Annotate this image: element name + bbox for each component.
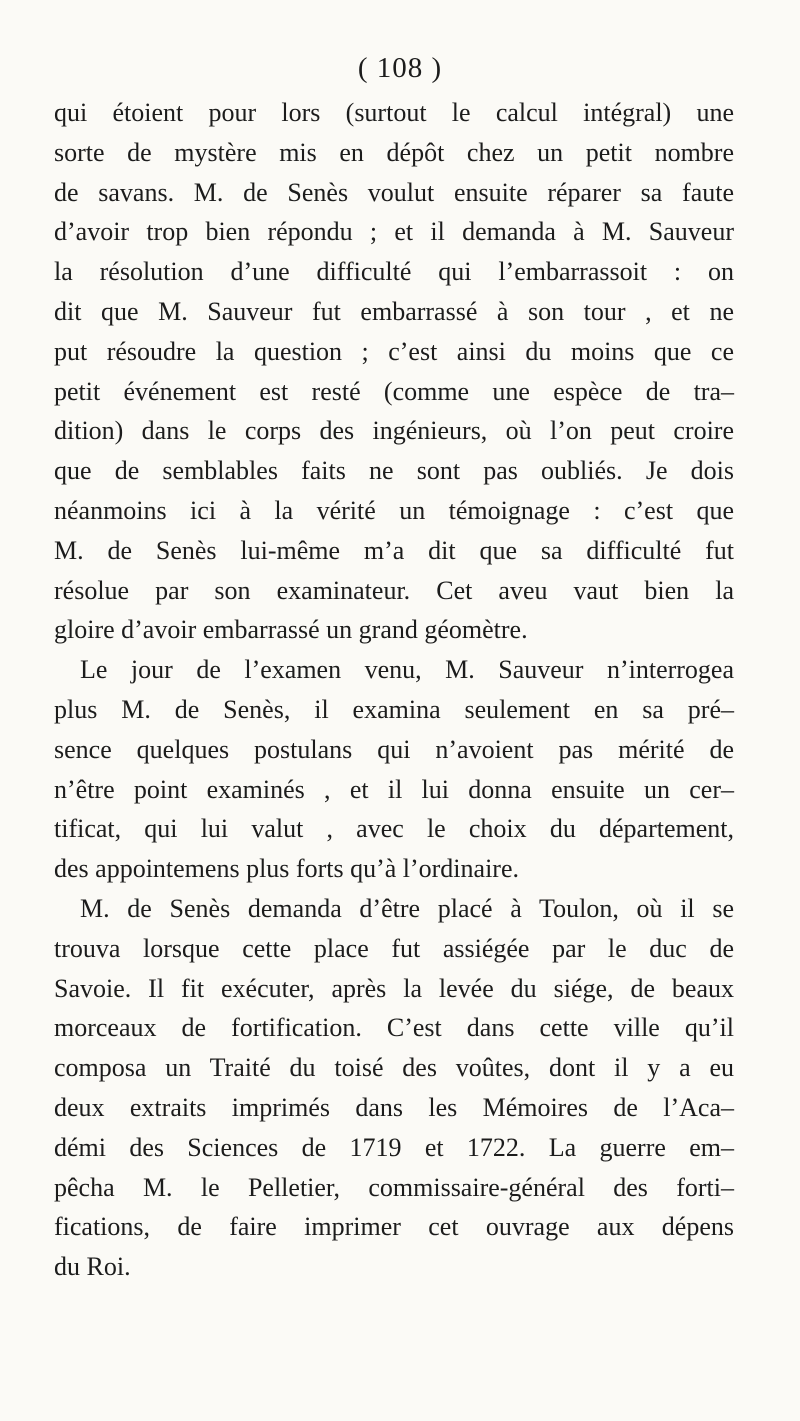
text-line: qui étoient pour lors (surtout le calcul intégral) une: [54, 98, 734, 127]
text-line: dition) dans le corps des ingénieurs, où l’on peut croire: [54, 416, 734, 446]
text-line: d’avoir trop bien répondu ; et il demanda à M. Sauveur: [54, 217, 734, 247]
text-line: Le jour de l’examen venu, M. Sauveur n’interrogea: [80, 655, 734, 685]
text-line: plus M. de Senès, il examina seulement en sa pré–: [54, 694, 734, 724]
text-line: n’être point examinés , et il lui donna ensuite un cer–: [54, 774, 734, 804]
text-line: du Roi.: [54, 1252, 131, 1282]
text-line: petit événement est resté (comme une espèce de tra–: [54, 376, 734, 406]
page-number: ( 108 ): [357, 52, 443, 84]
text-line: néanmoins ici à la vérité un témoignage : c’est que: [54, 495, 734, 525]
text-line: de savans. M. de Senès voulut ensuite réparer sa faute: [54, 177, 734, 207]
text-line: sorte de mystère mis en dépôt chez un petit nombre: [54, 137, 734, 167]
text-line: gloire d’avoir embarrassé un grand géomètre.: [54, 615, 528, 645]
text-line: démi des Sciences de 1719 et 1722. La guerre em–: [54, 1132, 734, 1162]
text-line: dit que M. Sauveur fut embarrassé à son tour , et ne: [54, 296, 734, 326]
text-line: deux extraits imprimés dans les Mémoires de l’Aca–: [54, 1092, 734, 1122]
text-line: que de semblables faits ne sont pas oubliés. Je dois: [54, 456, 734, 486]
text-line: tificat, qui lui valut , avec le choix du département,: [54, 814, 734, 844]
text-line: sence quelques postulans qui n’avoient pas mérité de: [54, 734, 734, 764]
text-line: fications, de faire imprimer cet ouvrage aux dépens: [54, 1212, 734, 1242]
body-text: [54, 93, 734, 1287]
text-line: résolue par son examinateur. Cet aveu vaut bien la: [54, 575, 734, 605]
text-line: des appointemens plus forts qu’à l’ordinaire.: [54, 854, 519, 884]
text-line: composa un Traité du toisé des voûtes, dont il y a eu: [54, 1053, 734, 1083]
text-line: put résoudre la question ; c’est ainsi du moins que ce: [54, 336, 734, 366]
text-line: Savoie. Il fit exécuter, après la levée du siége, de beaux: [54, 973, 734, 1003]
text-line: trouva lorsque cette place fut assiégée par le duc de: [54, 933, 734, 963]
text-line: la résolution d’une difficulté qui l’embarrassoit : on: [54, 257, 734, 287]
text-line: M. de Senès demanda d’être placé à Toulon, où il se: [80, 893, 734, 923]
text-line: pêcha M. le Pelletier, commissaire-général des forti–: [54, 1172, 734, 1202]
text-line: M. de Senès lui-même m’a dit que sa difficulté fut: [54, 535, 734, 565]
text-line: morceaux de fortification. C’est dans cette ville qu’il: [54, 1013, 734, 1043]
